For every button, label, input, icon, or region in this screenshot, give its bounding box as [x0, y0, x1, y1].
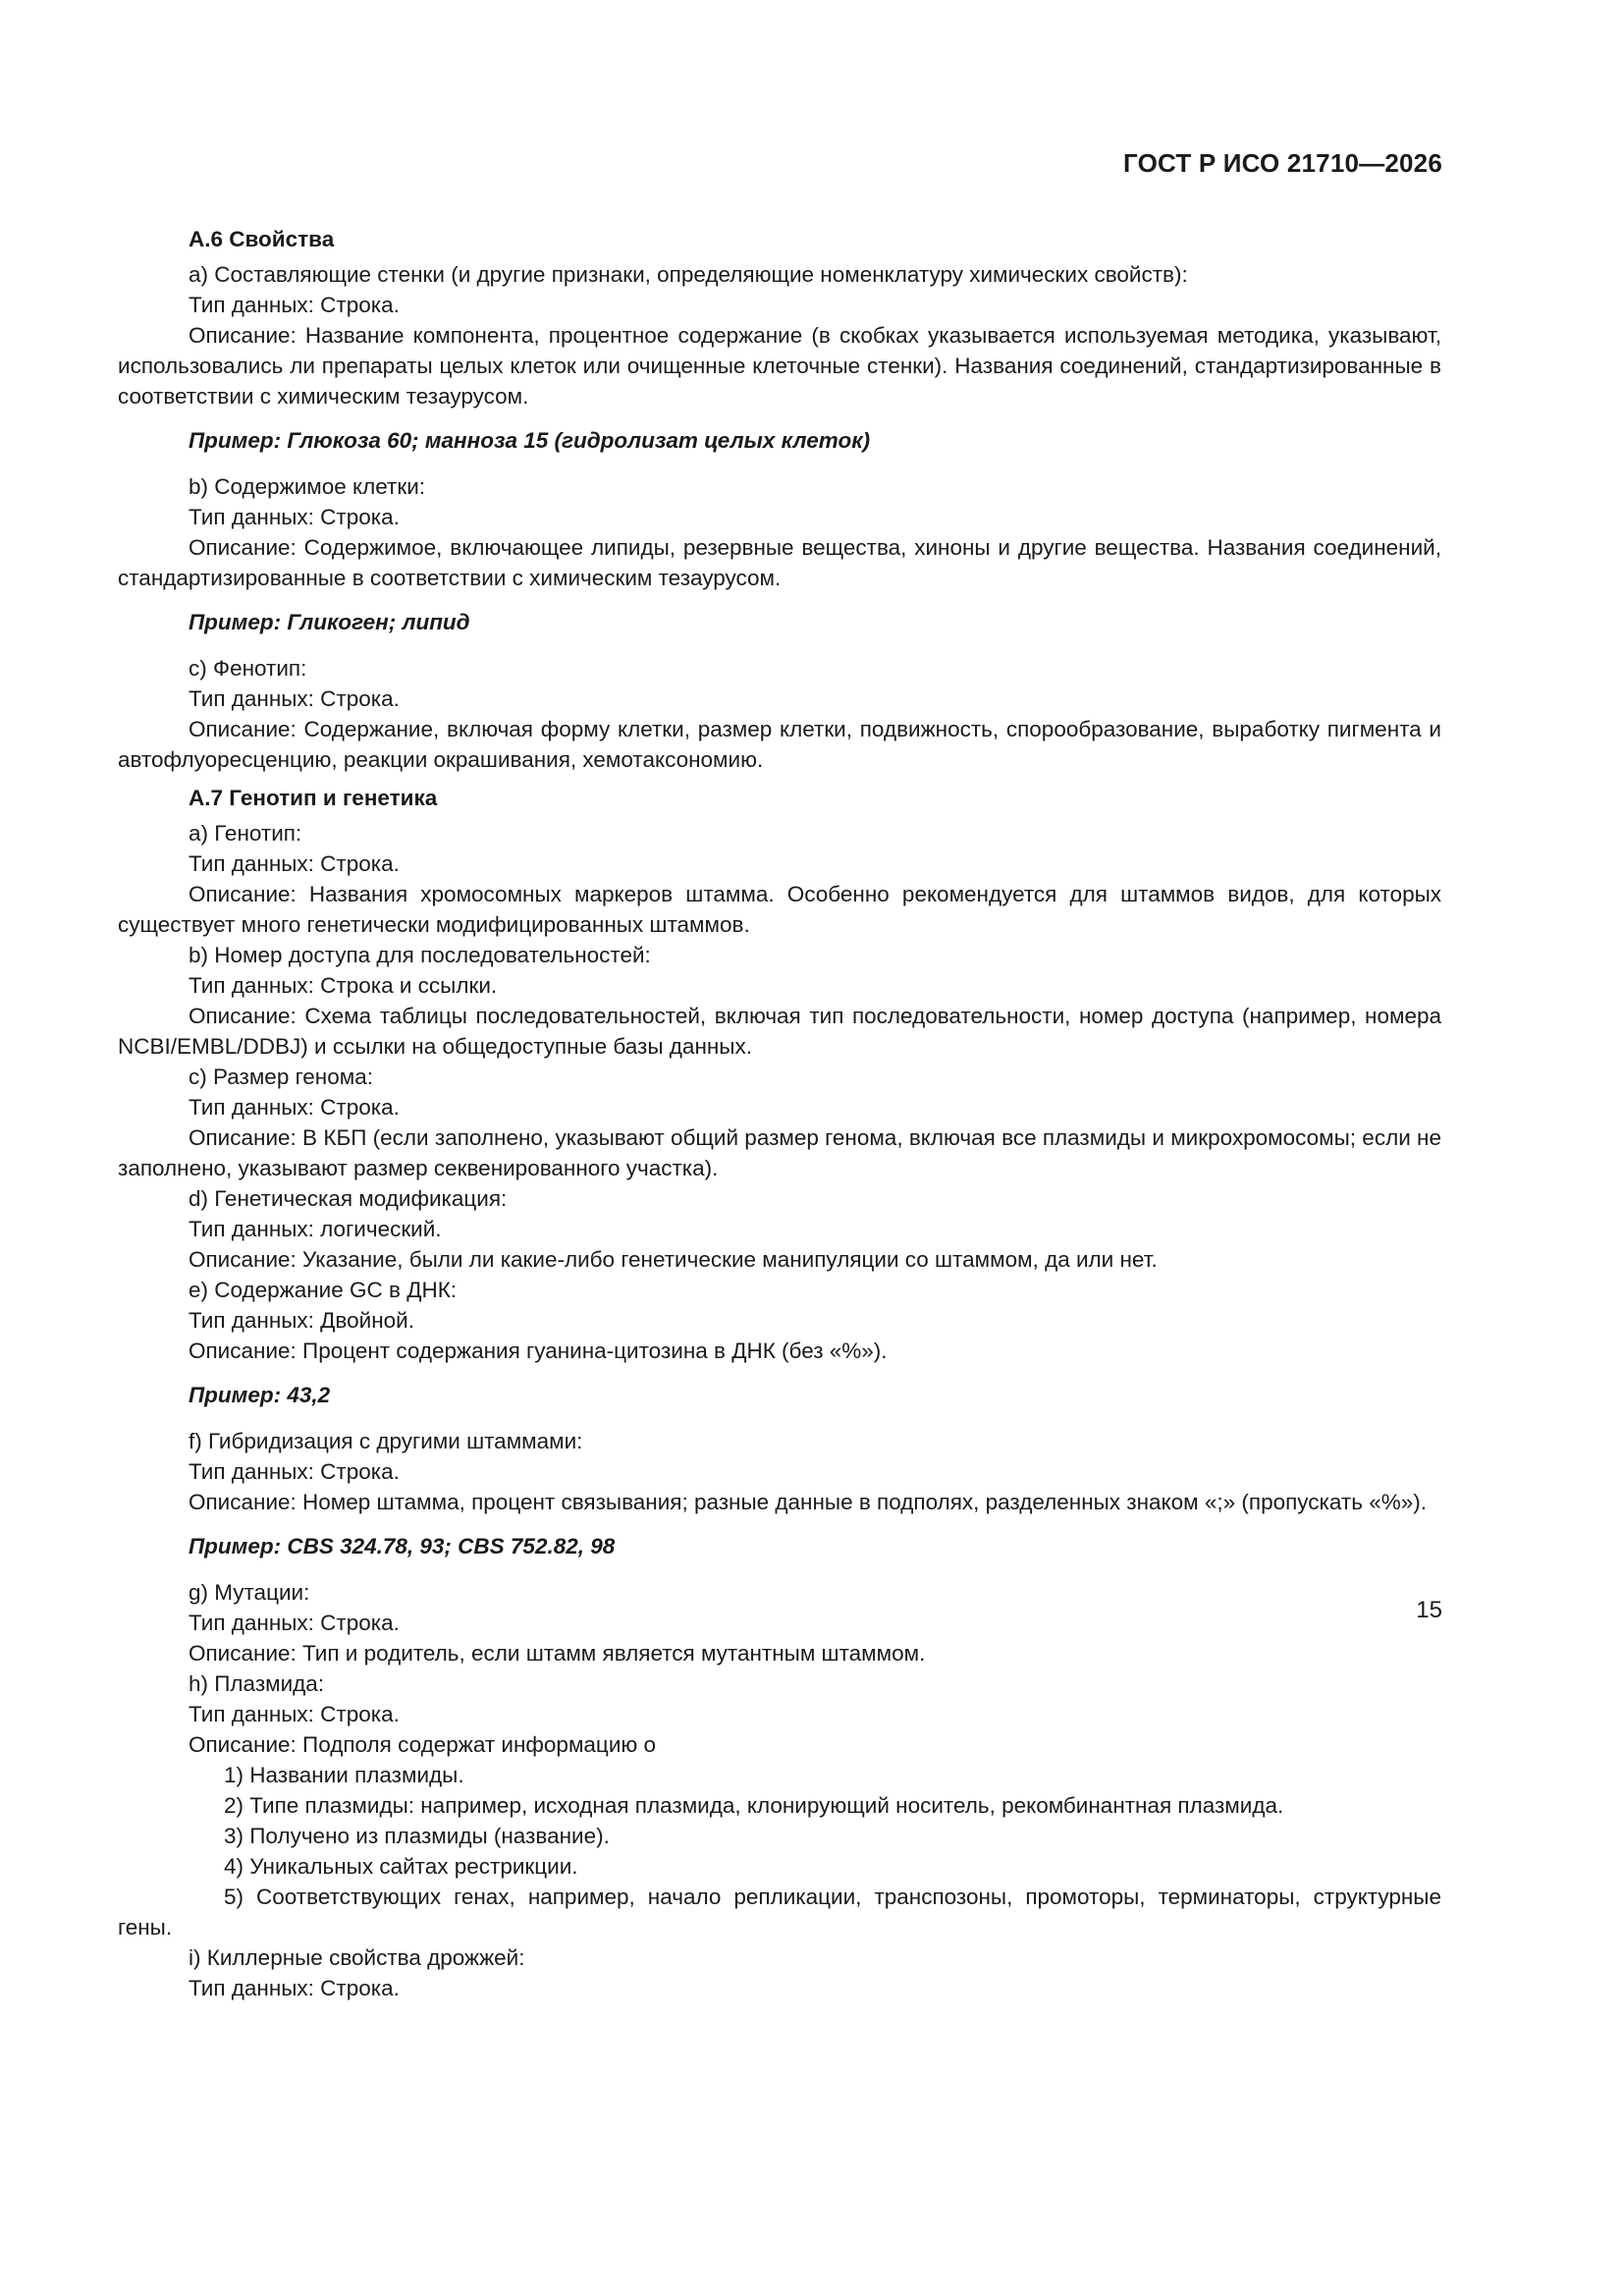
- example: Пример: CBS 324.78, 93; CBS 752.82, 98: [189, 1534, 616, 1558]
- item-label: с) Размер генома:: [189, 1065, 373, 1089]
- page-number: 15: [1416, 1597, 1442, 1623]
- list-item: 1) Названии плазмиды.: [224, 1763, 464, 1787]
- item-label: с) Фенотип:: [189, 656, 307, 681]
- example: Пример: 43,2: [189, 1383, 331, 1407]
- data-type: Тип данных: Строка.: [189, 851, 400, 876]
- section-heading-a7: А.7 Генотип и генетика: [189, 786, 438, 810]
- description: Описание: Схема таблицы последовательностей, включая тип последовательности, номер доступа (например, номера NCBI/EMBL/DDBJ) и ссылки на общедоступные базы данных.: [118, 1004, 1441, 1059]
- item-label: а) Составляющие стенки (и другие признаки, определяющие номенклатуру химических свойств):: [189, 262, 1188, 287]
- data-type: Тип данных: Строка.: [189, 1611, 400, 1635]
- item-label: f) Гибридизация с другими штаммами:: [189, 1429, 583, 1453]
- page-content: [118, 224, 1441, 2003]
- item-label: i) Киллерные свойства дрожжей:: [189, 1945, 525, 1970]
- data-type: Тип данных: Строка.: [189, 686, 400, 711]
- description: Описание: Название компонента, процентное содержание (в скобках указывается используемая методика, указывают, использовались ли препараты целых клеток или очищенные клеточные стенки). Названия соединений, стандартизированные в соответствии с химическим тезаурусом.: [118, 323, 1441, 409]
- example: Пример: Глюкоза 60; манноза 15 (гидролизат целых клеток): [189, 428, 871, 453]
- description: Описание: Указание, были ли какие-либо генетические манипуляции со штаммом, да или нет.: [189, 1247, 1158, 1272]
- data-type: Тип данных: Строка.: [189, 293, 400, 317]
- item-label: b) Содержимое клетки:: [189, 474, 426, 499]
- document-header: ГОСТ Р ИСО 21710—2026: [1122, 148, 1442, 178]
- list-item: 4) Уникальных сайтах рестрикции.: [224, 1854, 578, 1879]
- data-type: Тип данных: Строка.: [189, 1095, 400, 1120]
- list-item: 2) Типе плазмиды: например, исходная плазмида, клонирующий носитель, рекомбинантная плазмида.: [224, 1793, 1284, 1818]
- item-label: g) Мутации:: [189, 1580, 310, 1605]
- description: Описание: Процент содержания гуанина-цитозина в ДНК (без «%»).: [189, 1339, 888, 1363]
- description: Описание: В КБП (если заполнено, указывают общий размер генома, включая все плазмиды и микрохромосомы; если не заполнено, указывают размер секвенированного участка).: [118, 1125, 1441, 1180]
- data-type: Тип данных: Строка.: [189, 1976, 400, 2000]
- item-label: е) Содержание GC в ДНК:: [189, 1278, 458, 1302]
- data-type: Тип данных: Строка.: [189, 1459, 400, 1484]
- data-type: Тип данных: логический.: [189, 1217, 442, 1241]
- item-label: а) Генотип:: [189, 821, 302, 846]
- example: Пример: Гликоген; липид: [189, 610, 470, 634]
- data-type: Тип данных: Строка.: [189, 505, 400, 529]
- list-item: 3) Получено из плазмиды (название).: [224, 1824, 610, 1848]
- description: Описание: Подполя содержат информацию о: [189, 1732, 657, 1757]
- description: Описание: Содержимое, включающее липиды, резервные вещества, хиноны и другие вещества. Названия соединений, стандартизированные в соответствии с химическим тезаурусом.: [118, 535, 1441, 590]
- item-label: b) Номер доступа для последовательностей:: [189, 943, 651, 967]
- data-type: Тип данных: Строка.: [189, 1702, 400, 1726]
- description: Описание: Номер штамма, процент связывания; разные данные в подполях, разделенных знаком «;» (пропускать «%»).: [189, 1490, 1427, 1514]
- description: Описание: Тип и родитель, если штамм является мутантным штаммом.: [189, 1641, 926, 1666]
- section-heading-a6: А.6 Свойства: [189, 227, 335, 251]
- description: Описание: Содержание, включая форму клетки, размер клетки, подвижность, спорообразование, выработку пигмента и автофлуоресценцию, реакции окрашивания, хемотаксономию.: [118, 717, 1441, 772]
- data-type: Тип данных: Строка и ссылки.: [189, 973, 498, 998]
- description: Описание: Названия хромосомных маркеров штамма. Особенно рекомендуется для штаммов видов, для которых существует много генетически модифицированных штаммов.: [118, 882, 1441, 937]
- item-label: d) Генетическая модификация:: [189, 1186, 508, 1211]
- list-item: 5) Соответствующих генах, например, начало репликации, транспозоны, промоторы, терминаторы, структурные гены.: [118, 1885, 1441, 1940]
- data-type: Тип данных: Двойной.: [189, 1308, 414, 1333]
- item-label: h) Плазмида:: [189, 1671, 325, 1696]
